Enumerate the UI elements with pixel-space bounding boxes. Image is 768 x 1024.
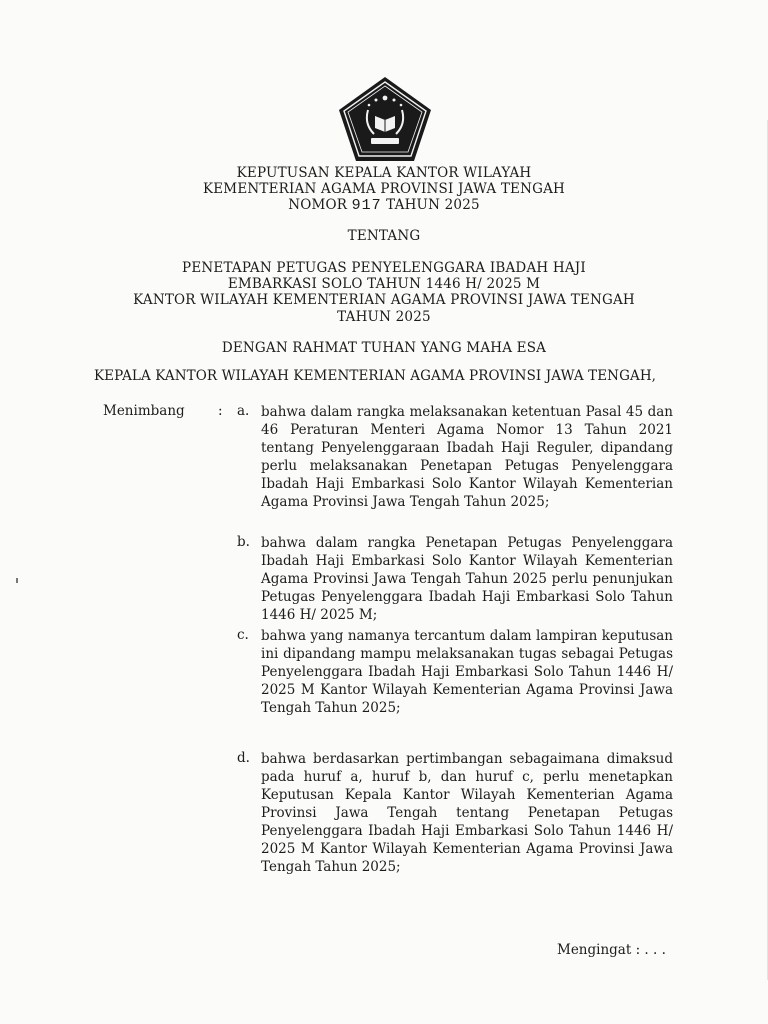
- item-text-a: bahwa dalam rangka melaksanakan ketentuan Pasal 45 dan 46 Peraturan Menteri Agama Nomor 13 Tahun 2021 tentang Penyelenggaraan Ibadah Haji Reguler, dipandang perlu melaksanakan Penetapan Petugas Penyelenggara Ibadah Haji Embarkasi Solo Kantor Wilayah Kementerian Agama Provinsi Jawa Tengah Tahun 2025;: [261, 404, 673, 510]
- nomor-suffix: TAHUN 2025: [386, 197, 480, 213]
- rahmat-line: DENGAN RAHMAT TUHAN YANG MAHA ESA: [221, 340, 547, 356]
- item-text-b: bahwa dalam rangka Penetapan Petugas Penyelenggara Ibadah Haji Embarkasi Solo Kantor Wilayah Kementerian Agama Provinsi Jawa Tengah Tahun 2025 perlu penunjukan Petugas Penyelenggara Ibadah Haji Embarkasi Solo Tahun 1446 H/ 2025 M;: [261, 535, 673, 623]
- subject-line-4: TAHUN 2025: [337, 309, 431, 325]
- subject-line-3: KANTOR WILAYAH KEMENTERIAN AGAMA PROVINSI JAWA TENGAH: [133, 292, 635, 308]
- item-letter-d: d.: [237, 750, 250, 766]
- header-nomor: [0, 197, 768, 214]
- nomor-value: 917: [351, 197, 382, 214]
- subject-line-2: EMBARKASI SOLO TAHUN 1446 H/ 2025 M: [227, 276, 541, 292]
- nomor-prefix: NOMOR: [288, 197, 348, 213]
- item-letter-a: a.: [237, 403, 250, 419]
- scan-speck: [16, 578, 18, 583]
- kepala-line: KEPALA KANTOR WILAYAH KEMENTERIAN AGAMA PROVINSI JAWA TENGAH,: [94, 368, 657, 384]
- item-letter-b: b.: [237, 534, 250, 550]
- item-letter-c: c.: [237, 627, 249, 643]
- header-line-2: KEMENTERIAN AGAMA PROVINSI JAWA TENGAH: [202, 181, 566, 197]
- header-line-1: KEPUTUSAN KEPALA KANTOR WILAYAH: [236, 165, 532, 181]
- kemenag-emblem-icon: [338, 76, 432, 162]
- item-text-c: bahwa yang namanya tercantum dalam lampiran keputusan ini dipandang mampu melaksanakan tugas sebagai Petugas Penyelenggara Ibadah Haji Embarkasi Solo Tahun 1446 H/ 2025 M Kantor Wilayah Kementerian Agama Provinsi Jawa Tengah Tahun 2025;: [261, 628, 673, 716]
- tentang-heading: TENTANG: [347, 228, 421, 244]
- menimbang-label: Menimbang: [103, 403, 185, 419]
- menimbang-colon: :: [218, 403, 223, 419]
- subject-line-1: PENETAPAN PETUGAS PENYELENGGARA IBADAH HAJI: [182, 260, 586, 276]
- item-text-d: bahwa berdasarkan pertimbangan sebagaimana dimaksud pada huruf a, huruf b, dan huruf c, perlu menetapkan Keputusan Kepala Kantor Wilayah Kementerian Agama Provinsi Jawa Tengah tentang Penetapan Petugas Penyelenggara Ibadah Haji Embarkasi Solo Tahun 1446 H/ 2025 M Kantor Wilayah Kementerian Agama Provinsi Jawa Tengah Tahun 2025;: [261, 751, 673, 875]
- next-page-catchword: Mengingat : . . .: [557, 942, 666, 958]
